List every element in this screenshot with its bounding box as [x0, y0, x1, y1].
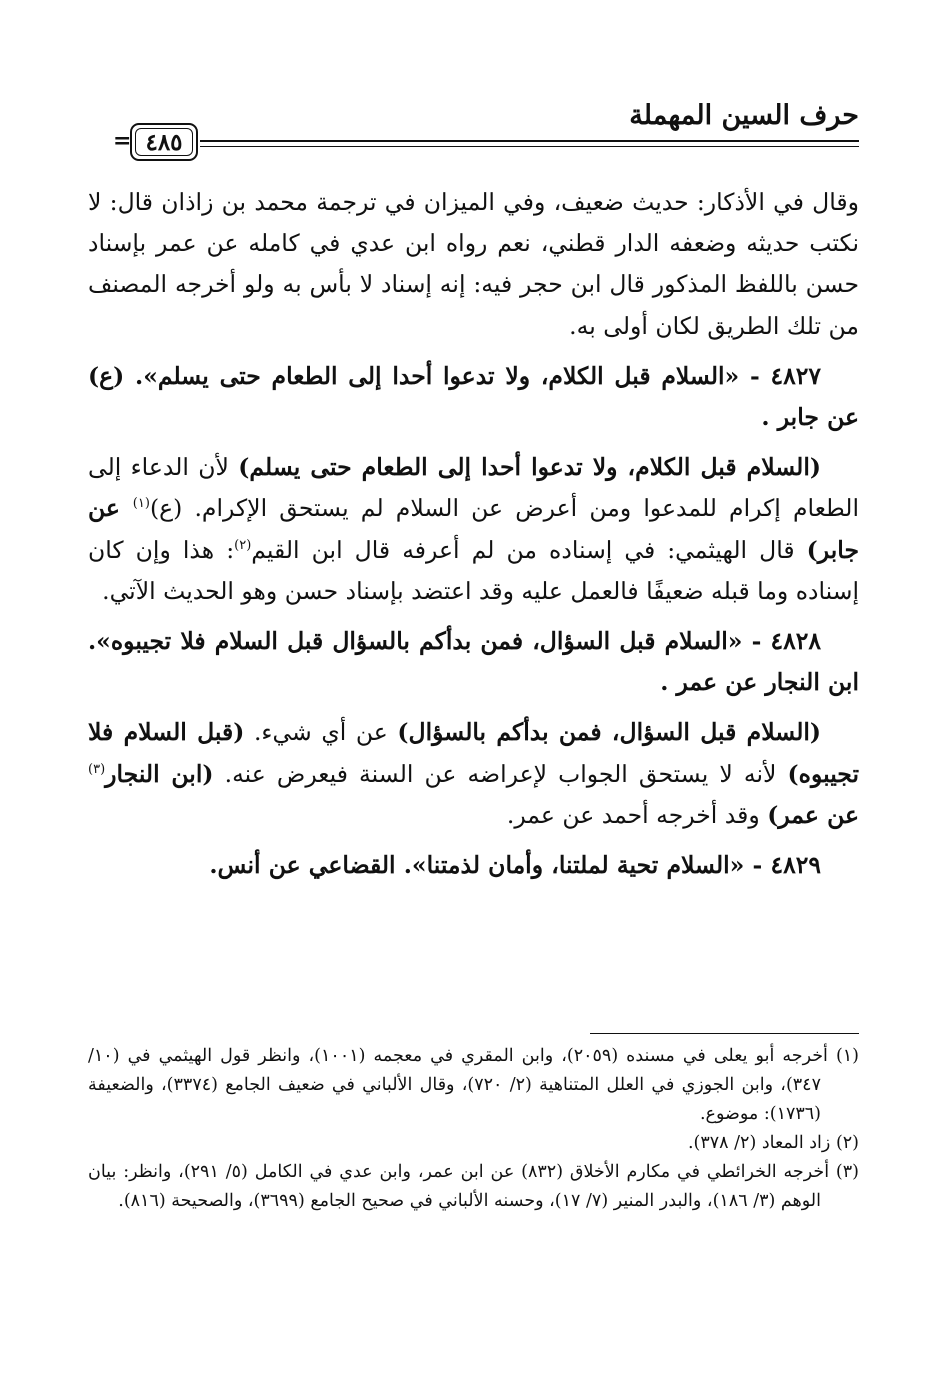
footnote-ref-3[interactable]: (٣) — [88, 761, 106, 777]
commentary-text: قال الهيثمي: في إسناده من لم أعرفه قال ابن القيم — [251, 535, 807, 564]
quoted-matn: (قبل السلام فلا تجيبوه) — [88, 718, 859, 788]
page-number: ٤٨٥ — [145, 128, 183, 156]
quoted-matn: (السلام قبل الكلام، ولا تدعوا أحدا إلى الطعام حتى يسلم) — [238, 453, 821, 482]
quoted-source: (ابن النجار — [105, 759, 214, 788]
footnotes — [88, 1042, 859, 1216]
hadith-4829: ٤٨٢٩ - «السلام تحية لملتنا، وأمان لذمتنا». القضاعي عن أنس. — [209, 851, 821, 880]
commentary-text: لأن الدعاء إلى الطعام إكرام للمدعوا ومن أعرض عن السلام لم يستحق الإكرام. (ع) — [88, 453, 859, 523]
commentary-4827 — [88, 447, 859, 612]
main-text — [88, 182, 859, 886]
commentary-text: : هذا وإن كان إسناده وما قبله ضعيفًا فالعمل عليه وقد اعتضد بإسناد حسن وهو الحديث الآتي. — [88, 535, 859, 605]
commentary-text: وقد أخرجه أحمد عن عمر. — [506, 800, 768, 829]
footnote-1: (١) أخرجه أبو يعلى في مسنده (٢٠٥٩)، وابن المقري في معجمه (١٠٠١)، وانظر قول الهيثمي في (١٠/ ٣٤٧)، وابن الجوزي في العلل المتناهية (٢/ ٧٢٠)، وقال الألباني في ضعيف الجامع (٣٣٧٤)، والضعيفة (١٧٣٦): موضوع. — [88, 1046, 859, 1124]
quoted-source: عن جابر) — [88, 494, 859, 564]
quoted-source: عن عمر) — [767, 800, 859, 829]
page-number-frame — [130, 123, 198, 161]
hadith-4827: ٤٨٢٧ - «السلام قبل الكلام، ولا تدعوا أحدا إلى الطعام حتى يسلم». (ع) عن جابر . — [88, 361, 859, 432]
hadith-4828: ٤٨٢٨ - «السلام قبل السؤال، فمن بدأكم بالسؤال قبل السلام فلا تجيبوه». ابن النجار عن عمر . — [88, 627, 859, 697]
footnote-ref-1[interactable]: (١) — [132, 496, 150, 512]
commentary-text: لأنه لا يستحق الجواب لإعراضه عن السنة فيعرض عنه. — [213, 759, 788, 788]
footnote-ref-2[interactable]: (٢) — [234, 537, 252, 553]
commentary-text: عن أي شيء. — [244, 718, 398, 747]
footnote-separator — [590, 1033, 859, 1034]
header-rule-thick — [200, 140, 859, 142]
footnote-3: (٣) أخرجه الخرائطي في مكارم الأخلاق (٨٣٢) عن ابن عمر، وابن عدي في الكامل (٥/ ٢٩١)، وانظر: بيان الوهم (٣/ ١٨٦)، والبدر المنير (٧/ ١٧)، وحسنه الألباني في صحيح الجامع (٣٦٩٩)، والصحيحة (٨١٦). — [88, 1162, 859, 1211]
header-rule-thin — [200, 146, 859, 147]
quoted-matn: (السلام قبل السؤال، فمن بدأكم بالسؤال) — [397, 718, 821, 747]
chapter-title: حرف السين المهملة — [629, 100, 859, 131]
footnote-2: (٢) زاد المعاد (٢/ ٣٧٨). — [687, 1133, 859, 1153]
header-ornament: = — [113, 128, 132, 154]
commentary-paragraph: وقال في الأذكار: حديث ضعيف، وفي الميزان في ترجمة محمد بن زاذان قال: لا نكتب حديثه وضعفه الدار قطني، نعم رواه ابن عدي في كامله عن عمر بإسناد حسن باللفظ المذكور قال ابن حجر فيه: إنه إسناد لا بأس به ولو أخرجه المصنف من تلك الطريق لكان أولى به. — [88, 188, 859, 340]
commentary-4828 — [88, 712, 859, 836]
